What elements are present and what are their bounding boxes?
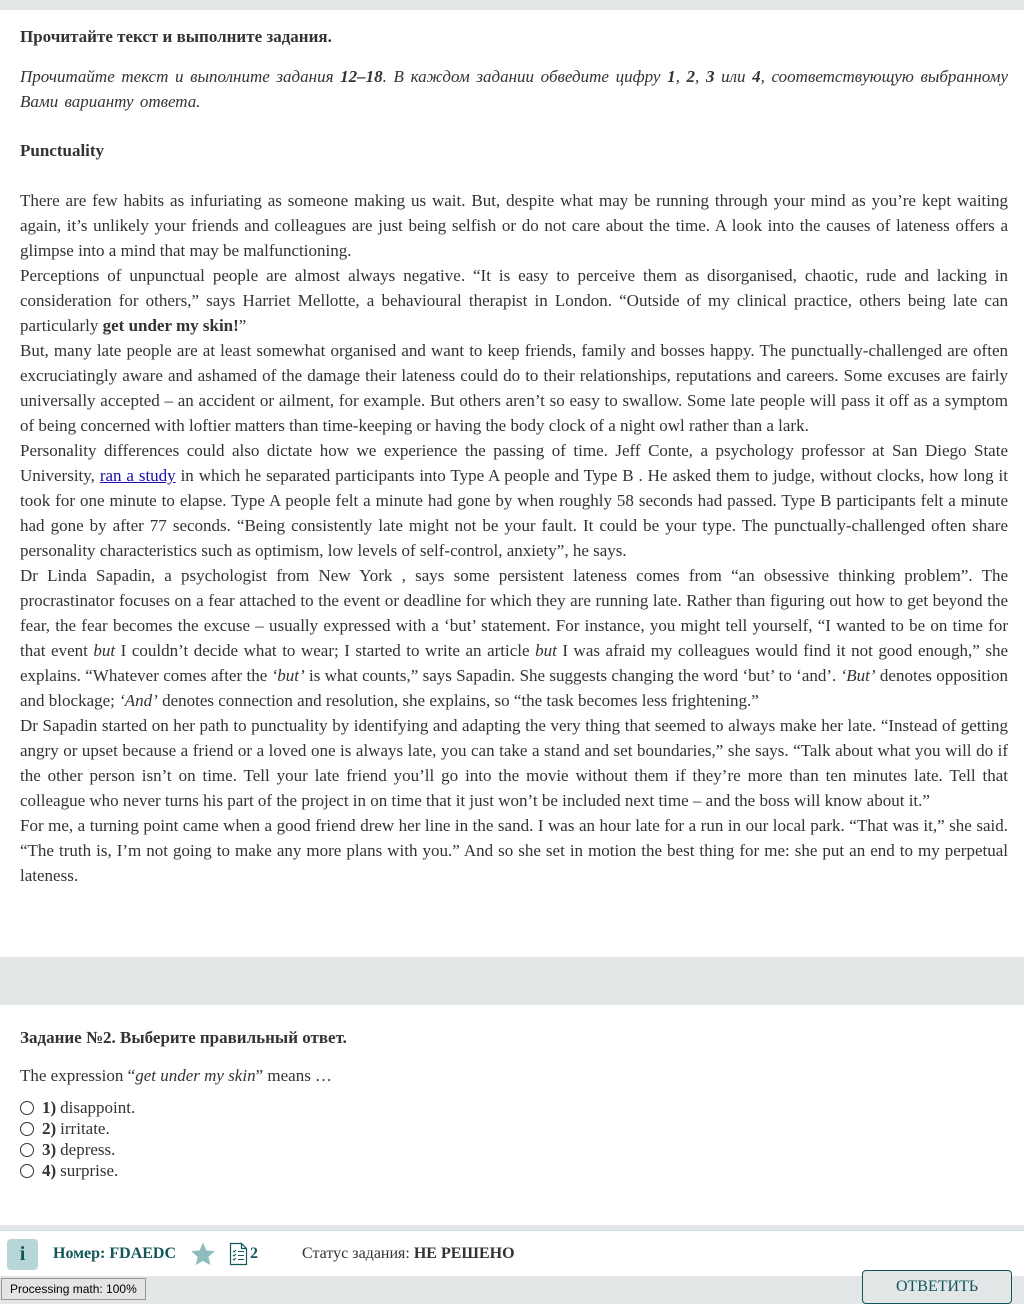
reading-task-card (0, 10, 1024, 957)
task-status: Статус задания: НЕ РЕШЕНО (302, 1245, 515, 1262)
answer-option-1[interactable]: 1) disappoint. (20, 1097, 1008, 1118)
radio-button[interactable] (20, 1101, 34, 1115)
processing-math-indicator: Processing math: 100% (1, 1278, 146, 1300)
radio-button[interactable] (20, 1143, 34, 1157)
passage-paragraph: Dr Sapadin started on her path to punctuality by identifying and adapting the very thing that seemed to always make her late. “Instead of getting angry or upset because a friend or a loved one is always late, you can take a stand and set boundaries,” she says. “Talk about what you will do if the other person isn’t on time. Tell your late friend you’ll go into the movie without them if they’re more than ten minutes late. Tell that colleague who never turns his part of the project in on time that it just won’t be included next time – and the boss will know about it.” (20, 716, 1008, 810)
answer-option-4[interactable]: 4) surprise. (20, 1160, 1008, 1181)
answer-options (20, 1097, 1008, 1181)
question-card (0, 1005, 1024, 1225)
passage-title: Punctuality (20, 141, 105, 160)
info-button[interactable] (7, 1239, 38, 1270)
status-value: НЕ РЕШЕНО (413, 1245, 515, 1262)
checklist-document-icon (229, 1242, 249, 1266)
passage-paragraph: For me, a turning point came when a good friend drew her line in the sand. I was an hour late for a run in our local park. “That was it,” she said. “The truth is, I’m not going to make any more plans with you.” And so she set in motion the best thing for me: she put an end to my perpetual lateness. (20, 816, 1008, 885)
passage-paragraph: But, many late people are at least somewhat organised and want to keep friends, family and bosses happy. The punctually-challenged are often excruciatingly aware and ashamed of the damage their lateness could do to their relationships, reputations and careers. Some excuses are fairly universally accepted – an accident or ailment, for example. But others aren’t so easy to swallow. Some late people will pass it off as a symptom of being concerned with loftier matters than time-keeping or having the body clock of a night owl rather than a lark. (20, 341, 1008, 435)
task-heading: Прочитайте текст и выполните задания. (20, 27, 332, 46)
passage-paragraph: There are few habits as infuriating as someone making us wait. But, despite what may be running through your mind as you’re kept waiting again, it’s unlikely your friends and colleagues are just being selfish or do not care about the time. A look into the causes of lateness offers a glimpse into a mind that may be malfunctioning. (20, 191, 1008, 260)
answer-option-2[interactable]: 2) irritate. (20, 1118, 1008, 1139)
radio-button[interactable] (20, 1122, 34, 1136)
solutions-count: 2 (250, 1245, 259, 1262)
passage-paragraph: Perceptions of unpunctual people are almost always negative. “It is easy to perceive them as disorganised, chaotic, rude and lacking in consideration for others,” says Harriet Mellotte, a behavioural therapist in London. “Outside of my clinical practice, others being late can particularly get under my skin!” (20, 266, 1008, 335)
radio-button[interactable] (20, 1164, 34, 1178)
study-link[interactable]: ran a study (99, 466, 176, 485)
highlighted-expression: get under my skin! (102, 316, 239, 335)
passage-paragraph: Personality differences could also dictate how we experience the passing of time. Jeff Conte, a psychology professor at San Diego State University, ran a study in which he separated participants into Type A people and Type B . He asked them to judge, without clocks, how long it took for one minute to elapse. Type A people felt a minute had gone by when roughly 58 seconds had passed. Type B participants felt a minute had gone by after 77 seconds. “Being consistently late might not be your fault. It could be your type. The punctually-challenged often share personality characteristics such as optimism, low levels of self-control, anxiety”, he says. (20, 441, 1008, 560)
passage-paragraph: Dr Linda Sapadin, a psychologist from New York , says some persistent lateness comes from “an obsessive thinking problem”. The procrastinator focuses on a fear attached to the event or deadline for which they are running late. Rather than figuring out how to get beyond the fear, the fear becomes the excuse – usually expressed with a ‘but’ statement. For instance, you might tell yourself, “I wanted to be on time for that event but I couldn’t decide what to wear; I started to write an article but I was afraid my colleagues would find it not good enough,” she explains. “Whatever comes after the ‘but’ is what counts,” says Sapadin. She suggests changing the word ‘but’ to ‘and’. ‘But’ denotes opposition and blockage; ‘And’ denotes connection and resolution, she explains, so “the task becomes less frightening.” (20, 566, 1008, 710)
info-icon: i (19, 1242, 26, 1265)
top-bar (0, 0, 1024, 10)
answer-option-3[interactable]: 3) depress. (20, 1139, 1008, 1160)
star-icon[interactable] (190, 1241, 216, 1267)
answer-button[interactable]: ОТВЕТИТЬ (862, 1270, 1012, 1304)
question-text: The expression “get under my skin” means … (20, 1066, 333, 1085)
instruction-text: Прочитайте текст и выполните задания 12–18. В каждом задании обведите цифру 1, 2, 3 или 4, соответствующую выбранному Вами варианту ответа. (20, 67, 1009, 111)
task-number: Номер: FDAEDC (53, 1245, 177, 1262)
question-title: Задание №2. Выберите правильный ответ. (20, 1028, 347, 1047)
passage-body (20, 188, 1008, 888)
section-divider (0, 957, 1024, 1005)
solutions-button[interactable] (229, 1242, 258, 1266)
